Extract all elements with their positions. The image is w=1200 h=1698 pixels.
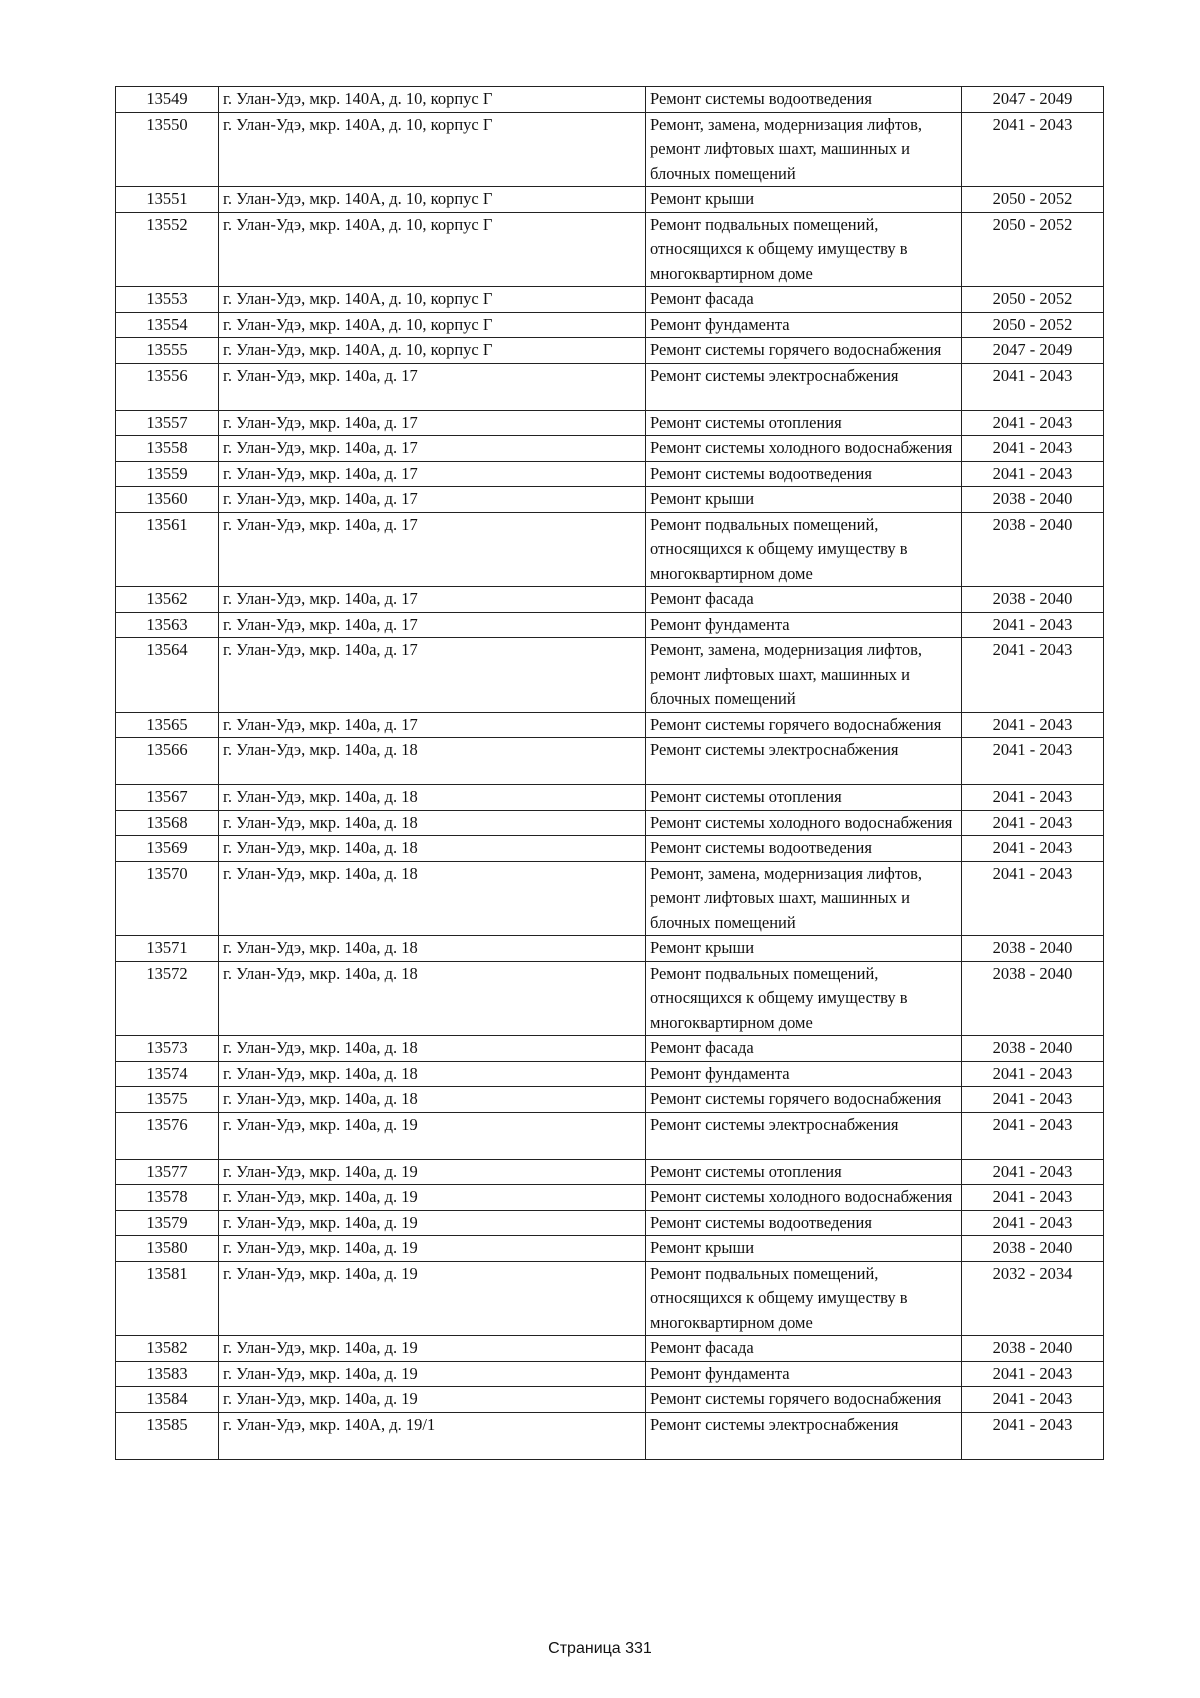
work-type-cell: Ремонт системы отопления bbox=[646, 410, 962, 436]
period-cell: 2038 - 2040 bbox=[962, 487, 1104, 513]
address-cell: г. Улан-Удэ, мкр. 140а, д. 19 bbox=[219, 1210, 646, 1236]
table-row bbox=[116, 487, 1104, 513]
table-row bbox=[116, 1185, 1104, 1211]
address-cell: г. Улан-Удэ, мкр. 140А, д. 10, корпус Г bbox=[219, 338, 646, 364]
row-number-cell: 13551 bbox=[116, 187, 219, 213]
address-cell: г. Улан-Удэ, мкр. 140А, д. 10, корпус Г bbox=[219, 187, 646, 213]
work-type-cell: Ремонт системы водоотведения bbox=[646, 836, 962, 862]
work-type-cell: Ремонт подвальных помещений, относящихся к общему имуществу в многоквартирном доме bbox=[646, 1261, 962, 1336]
row-number-cell: 13552 bbox=[116, 212, 219, 287]
work-type-cell: Ремонт системы горячего водоснабжения bbox=[646, 1387, 962, 1413]
row-number-cell: 13556 bbox=[116, 363, 219, 410]
row-number-cell: 13575 bbox=[116, 1087, 219, 1113]
work-type-cell: Ремонт системы электроснабжения bbox=[646, 738, 962, 785]
table-row bbox=[116, 936, 1104, 962]
row-number-cell: 13563 bbox=[116, 612, 219, 638]
row-number-cell: 13574 bbox=[116, 1061, 219, 1087]
work-type-cell: Ремонт системы холодного водоснабжения bbox=[646, 1185, 962, 1211]
work-type-cell: Ремонт системы горячего водоснабжения bbox=[646, 338, 962, 364]
address-cell: г. Улан-Удэ, мкр. 140а, д. 17 bbox=[219, 612, 646, 638]
period-cell: 2041 - 2043 bbox=[962, 1087, 1104, 1113]
period-cell: 2041 - 2043 bbox=[962, 1112, 1104, 1159]
work-type-cell: Ремонт системы электроснабжения bbox=[646, 1412, 962, 1459]
row-number-cell: 13557 bbox=[116, 410, 219, 436]
address-cell: г. Улан-Удэ, мкр. 140а, д. 17 bbox=[219, 487, 646, 513]
address-cell: г. Улан-Удэ, мкр. 140а, д. 18 bbox=[219, 785, 646, 811]
row-number-cell: 13585 bbox=[116, 1412, 219, 1459]
period-cell: 2050 - 2052 bbox=[962, 187, 1104, 213]
period-cell: 2041 - 2043 bbox=[962, 112, 1104, 187]
address-cell: г. Улан-Удэ, мкр. 140а, д. 18 bbox=[219, 861, 646, 936]
table-row bbox=[116, 1036, 1104, 1062]
period-cell: 2038 - 2040 bbox=[962, 936, 1104, 962]
address-cell: г. Улан-Удэ, мкр. 140а, д. 19 bbox=[219, 1361, 646, 1387]
work-type-cell: Ремонт системы водоотведения bbox=[646, 1210, 962, 1236]
period-cell: 2050 - 2052 bbox=[962, 212, 1104, 287]
period-cell: 2047 - 2049 bbox=[962, 87, 1104, 113]
page-number-footer: Страница 331 bbox=[548, 1640, 652, 1657]
period-cell: 2041 - 2043 bbox=[962, 1412, 1104, 1459]
table-row bbox=[116, 187, 1104, 213]
table-row bbox=[116, 638, 1104, 713]
address-cell: г. Улан-Удэ, мкр. 140а, д. 19 bbox=[219, 1159, 646, 1185]
row-number-cell: 13560 bbox=[116, 487, 219, 513]
table-row bbox=[116, 712, 1104, 738]
period-cell: 2041 - 2043 bbox=[962, 363, 1104, 410]
table-row bbox=[116, 1412, 1104, 1459]
address-cell: г. Улан-Удэ, мкр. 140а, д. 17 bbox=[219, 436, 646, 462]
table-row bbox=[116, 312, 1104, 338]
period-cell: 2038 - 2040 bbox=[962, 1236, 1104, 1262]
address-cell: г. Улан-Удэ, мкр. 140а, д. 17 bbox=[219, 712, 646, 738]
work-type-cell: Ремонт системы холодного водоснабжения bbox=[646, 436, 962, 462]
period-cell: 2041 - 2043 bbox=[962, 1387, 1104, 1413]
period-cell: 2041 - 2043 bbox=[962, 785, 1104, 811]
row-number-cell: 13579 bbox=[116, 1210, 219, 1236]
work-type-cell: Ремонт крыши bbox=[646, 936, 962, 962]
table-row bbox=[116, 961, 1104, 1036]
work-type-cell: Ремонт фасада bbox=[646, 587, 962, 613]
address-cell: г. Улан-Удэ, мкр. 140а, д. 17 bbox=[219, 461, 646, 487]
period-cell: 2041 - 2043 bbox=[962, 810, 1104, 836]
work-type-cell: Ремонт системы холодного водоснабжения bbox=[646, 810, 962, 836]
row-number-cell: 13576 bbox=[116, 1112, 219, 1159]
table-row bbox=[116, 785, 1104, 811]
period-cell: 2041 - 2043 bbox=[962, 461, 1104, 487]
work-type-cell: Ремонт фундамента bbox=[646, 312, 962, 338]
address-cell: г. Улан-Удэ, мкр. 140а, д. 18 bbox=[219, 1087, 646, 1113]
work-type-cell: Ремонт системы водоотведения bbox=[646, 461, 962, 487]
work-type-cell: Ремонт фундамента bbox=[646, 612, 962, 638]
address-cell: г. Улан-Удэ, мкр. 140а, д. 17 bbox=[219, 587, 646, 613]
address-cell: г. Улан-Удэ, мкр. 140а, д. 19 bbox=[219, 1236, 646, 1262]
table-row bbox=[116, 410, 1104, 436]
table-row bbox=[116, 1159, 1104, 1185]
period-cell: 2041 - 2043 bbox=[962, 1185, 1104, 1211]
address-cell: г. Улан-Удэ, мкр. 140А, д. 19/1 bbox=[219, 1412, 646, 1459]
work-type-cell: Ремонт крыши bbox=[646, 487, 962, 513]
address-cell: г. Улан-Удэ, мкр. 140а, д. 19 bbox=[219, 1185, 646, 1211]
work-type-cell: Ремонт, замена, модернизация лифтов, ремонт лифтовых шахт, машинных и блочных помещений bbox=[646, 638, 962, 713]
row-number-cell: 13570 bbox=[116, 861, 219, 936]
row-number-cell: 13561 bbox=[116, 512, 219, 587]
work-type-cell: Ремонт системы отопления bbox=[646, 785, 962, 811]
work-type-cell: Ремонт подвальных помещений, относящихся к общему имуществу в многоквартирном доме bbox=[646, 961, 962, 1036]
address-cell: г. Улан-Удэ, мкр. 140а, д. 19 bbox=[219, 1387, 646, 1413]
row-number-cell: 13566 bbox=[116, 738, 219, 785]
row-number-cell: 13567 bbox=[116, 785, 219, 811]
table-row bbox=[116, 738, 1104, 785]
work-type-cell: Ремонт фасада bbox=[646, 287, 962, 313]
row-number-cell: 13565 bbox=[116, 712, 219, 738]
row-number-cell: 13581 bbox=[116, 1261, 219, 1336]
period-cell: 2041 - 2043 bbox=[962, 638, 1104, 713]
table-row bbox=[116, 461, 1104, 487]
row-number-cell: 13558 bbox=[116, 436, 219, 462]
period-cell: 2041 - 2043 bbox=[962, 612, 1104, 638]
row-number-cell: 13554 bbox=[116, 312, 219, 338]
period-cell: 2038 - 2040 bbox=[962, 961, 1104, 1036]
work-type-cell: Ремонт крыши bbox=[646, 187, 962, 213]
row-number-cell: 13582 bbox=[116, 1336, 219, 1362]
table-row bbox=[116, 1236, 1104, 1262]
table-row bbox=[116, 1387, 1104, 1413]
period-cell: 2041 - 2043 bbox=[962, 836, 1104, 862]
period-cell: 2050 - 2052 bbox=[962, 287, 1104, 313]
repair-schedule-table bbox=[115, 86, 1104, 1460]
row-number-cell: 13553 bbox=[116, 287, 219, 313]
work-type-cell: Ремонт системы горячего водоснабжения bbox=[646, 1087, 962, 1113]
table-row bbox=[116, 363, 1104, 410]
period-cell: 2041 - 2043 bbox=[962, 712, 1104, 738]
address-cell: г. Улан-Удэ, мкр. 140а, д. 19 bbox=[219, 1112, 646, 1159]
work-type-cell: Ремонт крыши bbox=[646, 1236, 962, 1262]
row-number-cell: 13569 bbox=[116, 836, 219, 862]
table-row bbox=[116, 1210, 1104, 1236]
period-cell: 2041 - 2043 bbox=[962, 1061, 1104, 1087]
work-type-cell: Ремонт фундамента bbox=[646, 1061, 962, 1087]
row-number-cell: 13583 bbox=[116, 1361, 219, 1387]
table-row bbox=[116, 1112, 1104, 1159]
address-cell: г. Улан-Удэ, мкр. 140А, д. 10, корпус Г bbox=[219, 112, 646, 187]
row-number-cell: 13577 bbox=[116, 1159, 219, 1185]
address-cell: г. Улан-Удэ, мкр. 140а, д. 18 bbox=[219, 961, 646, 1036]
work-type-cell: Ремонт системы горячего водоснабжения bbox=[646, 712, 962, 738]
period-cell: 2038 - 2040 bbox=[962, 587, 1104, 613]
table-row bbox=[116, 287, 1104, 313]
table-row bbox=[116, 861, 1104, 936]
row-number-cell: 13555 bbox=[116, 338, 219, 364]
period-cell: 2041 - 2043 bbox=[962, 1361, 1104, 1387]
row-number-cell: 13550 bbox=[116, 112, 219, 187]
address-cell: г. Улан-Удэ, мкр. 140а, д. 18 bbox=[219, 738, 646, 785]
table-row bbox=[116, 1361, 1104, 1387]
row-number-cell: 13578 bbox=[116, 1185, 219, 1211]
row-number-cell: 13571 bbox=[116, 936, 219, 962]
address-cell: г. Улан-Удэ, мкр. 140А, д. 10, корпус Г bbox=[219, 87, 646, 113]
period-cell: 2032 - 2034 bbox=[962, 1261, 1104, 1336]
period-cell: 2041 - 2043 bbox=[962, 436, 1104, 462]
table-row bbox=[116, 612, 1104, 638]
period-cell: 2038 - 2040 bbox=[962, 1036, 1104, 1062]
table-row bbox=[116, 87, 1104, 113]
table-row bbox=[116, 1336, 1104, 1362]
period-cell: 2050 - 2052 bbox=[962, 312, 1104, 338]
work-type-cell: Ремонт системы водоотведения bbox=[646, 87, 962, 113]
work-type-cell: Ремонт подвальных помещений, относящихся к общему имуществу в многоквартирном доме bbox=[646, 212, 962, 287]
work-type-cell: Ремонт подвальных помещений, относящихся к общему имуществу в многоквартирном доме bbox=[646, 512, 962, 587]
table-row bbox=[116, 512, 1104, 587]
work-type-cell: Ремонт системы отопления bbox=[646, 1159, 962, 1185]
address-cell: г. Улан-Удэ, мкр. 140а, д. 18 bbox=[219, 836, 646, 862]
row-number-cell: 13573 bbox=[116, 1036, 219, 1062]
work-type-cell: Ремонт фундамента bbox=[646, 1361, 962, 1387]
address-cell: г. Улан-Удэ, мкр. 140а, д. 18 bbox=[219, 1036, 646, 1062]
row-number-cell: 13562 bbox=[116, 587, 219, 613]
table-row bbox=[116, 436, 1104, 462]
row-number-cell: 13568 bbox=[116, 810, 219, 836]
address-cell: г. Улан-Удэ, мкр. 140А, д. 10, корпус Г bbox=[219, 212, 646, 287]
address-cell: г. Улан-Удэ, мкр. 140А, д. 10, корпус Г bbox=[219, 287, 646, 313]
work-type-cell: Ремонт, замена, модернизация лифтов, ремонт лифтовых шахт, машинных и блочных помещений bbox=[646, 112, 962, 187]
row-number-cell: 13584 bbox=[116, 1387, 219, 1413]
address-cell: г. Улан-Удэ, мкр. 140а, д. 19 bbox=[219, 1336, 646, 1362]
address-cell: г. Улан-Удэ, мкр. 140а, д. 19 bbox=[219, 1261, 646, 1336]
work-type-cell: Ремонт системы электроснабжения bbox=[646, 363, 962, 410]
period-cell: 2041 - 2043 bbox=[962, 738, 1104, 785]
period-cell: 2041 - 2043 bbox=[962, 1159, 1104, 1185]
table-row bbox=[116, 112, 1104, 187]
table-row bbox=[116, 1261, 1104, 1336]
table-row bbox=[116, 810, 1104, 836]
address-cell: г. Улан-Удэ, мкр. 140А, д. 10, корпус Г bbox=[219, 312, 646, 338]
address-cell: г. Улан-Удэ, мкр. 140а, д. 18 bbox=[219, 1061, 646, 1087]
address-cell: г. Улан-Удэ, мкр. 140а, д. 18 bbox=[219, 936, 646, 962]
work-type-cell: Ремонт фасада bbox=[646, 1336, 962, 1362]
row-number-cell: 13564 bbox=[116, 638, 219, 713]
period-cell: 2047 - 2049 bbox=[962, 338, 1104, 364]
address-cell: г. Улан-Удэ, мкр. 140а, д. 17 bbox=[219, 363, 646, 410]
row-number-cell: 13559 bbox=[116, 461, 219, 487]
row-number-cell: 13572 bbox=[116, 961, 219, 1036]
work-type-cell: Ремонт системы электроснабжения bbox=[646, 1112, 962, 1159]
address-cell: г. Улан-Удэ, мкр. 140а, д. 18 bbox=[219, 810, 646, 836]
repair-schedule-body bbox=[116, 87, 1104, 1460]
table-row bbox=[116, 1061, 1104, 1087]
period-cell: 2041 - 2043 bbox=[962, 1210, 1104, 1236]
address-cell: г. Улан-Удэ, мкр. 140а, д. 17 bbox=[219, 638, 646, 713]
address-cell: г. Улан-Удэ, мкр. 140а, д. 17 bbox=[219, 512, 646, 587]
table-row bbox=[116, 1087, 1104, 1113]
table-row bbox=[116, 587, 1104, 613]
work-type-cell: Ремонт фасада bbox=[646, 1036, 962, 1062]
table-row bbox=[116, 338, 1104, 364]
period-cell: 2041 - 2043 bbox=[962, 410, 1104, 436]
period-cell: 2038 - 2040 bbox=[962, 512, 1104, 587]
work-type-cell: Ремонт, замена, модернизация лифтов, ремонт лифтовых шахт, машинных и блочных помещений bbox=[646, 861, 962, 936]
table-row bbox=[116, 212, 1104, 287]
period-cell: 2041 - 2043 bbox=[962, 861, 1104, 936]
table-row bbox=[116, 836, 1104, 862]
row-number-cell: 13549 bbox=[116, 87, 219, 113]
period-cell: 2038 - 2040 bbox=[962, 1336, 1104, 1362]
address-cell: г. Улан-Удэ, мкр. 140а, д. 17 bbox=[219, 410, 646, 436]
row-number-cell: 13580 bbox=[116, 1236, 219, 1262]
